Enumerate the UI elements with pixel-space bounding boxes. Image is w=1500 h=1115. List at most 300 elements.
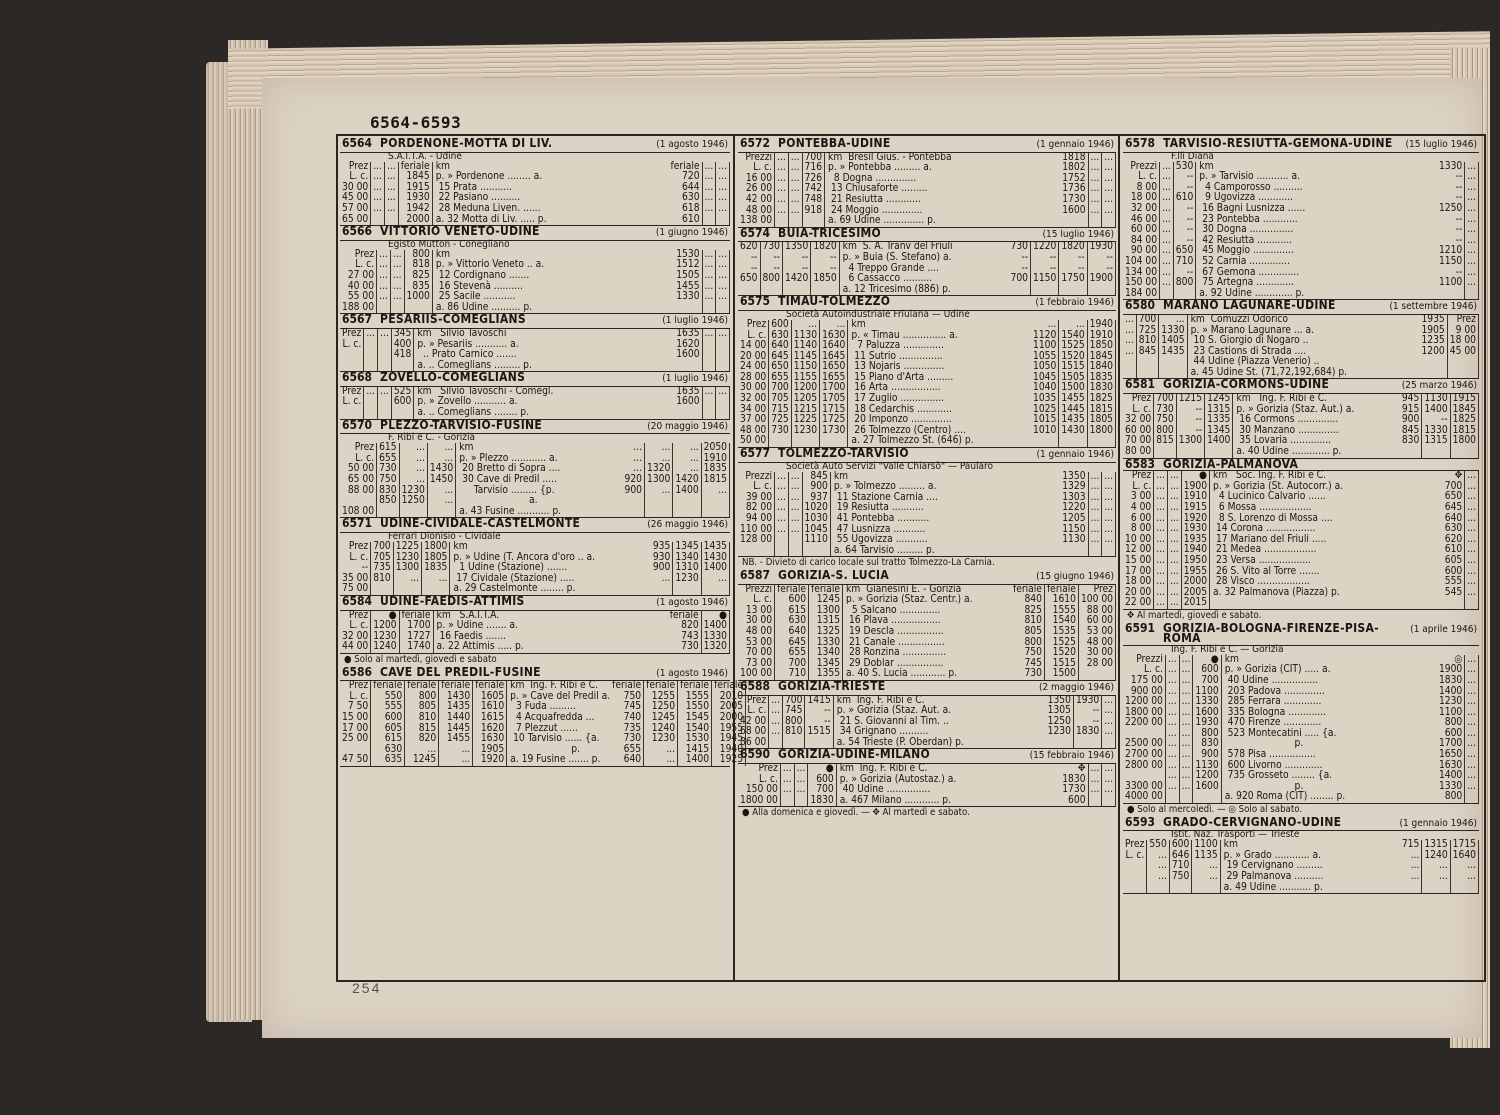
timetable-cell-column: ... ... ... — [795, 764, 809, 806]
route-header — [738, 138, 1116, 153]
route-name: UDINE-FAEDIS-ATTIMIS — [380, 593, 525, 608]
station-list: km S. A. Tranv del Friuli p. » Buia (S. Stefano) a. 4 Treppo Grande .... 6 Cassacco .......... a. 12 Tricesimo (886) p. — [842, 241, 953, 295]
timetable-cell-column: ... 1330 1405 1435 — [1159, 315, 1187, 379]
timetable-cell-column: ... — [364, 387, 378, 419]
timetable-cell-column: Prez L. c. 27 00 40 00 55 00 188 00 — [340, 250, 377, 314]
timetable-cell-column: ... ... ... ... ... ... — [1089, 153, 1103, 227]
station-list: km Ing. F. Ribi e C. p. » Cave del Predil a. 3 Fuda ......... 4 Acquafredda ... 7 Plezzut ...... 10 Tarvisio ...... {a. p. a. 19 Fusine ....... p. — [510, 680, 611, 766]
page-number: 254 — [352, 980, 382, 996]
timetable-cell-column: ... ... ... ... — [1123, 315, 1137, 379]
route-number: 6583 — [1125, 456, 1156, 471]
timetable-cell-column: ✥ 1830 1730 600 — [1060, 764, 1088, 806]
route-name: UDINE-CIVIDALE-CASTELMONTE — [380, 516, 581, 531]
route-date: (1 gennaio 1946) — [1036, 139, 1114, 150]
route-header — [340, 664, 730, 682]
station-list: km Soc. Ing. F. Ribi e C. p. » Gorizia (St. Autocorr.) a. 4 Lucinico Calvario ...... 6 Mossa .................. 8 S. Lorenzo di Mossa .... 14 Corona ................. 17 Mariano del Friuli ..... 21 Medea .................. 23 Versa .................. 26 S. Vito al Torre ....... 28 Visco .................. a. 32 Palmanova (Piazza) p. — [1213, 470, 1344, 598]
route-table-6577 — [738, 448, 1116, 570]
route-table-6588 — [738, 678, 1116, 750]
route-date: (20 maggio 1946) — [647, 420, 728, 432]
timetable-cell-column: 1315 1240 ... ... — [1422, 840, 1450, 893]
timetable-cell-column: ... ... ... ... ... — [385, 162, 399, 226]
timetable-cell-column: 1818 1802 1752 1736 1730 1600 — [1060, 153, 1088, 227]
route-date: (1 agosto 1946) — [656, 139, 728, 150]
station-list: km Silvio Tavoschi p. » Pesariis ........... a. .. Prato Carnico ....... a. .. Comeglians ......... p. — [417, 327, 532, 371]
route-body — [1123, 655, 1479, 804]
timetable-cell-column: ... — [378, 387, 392, 419]
route-name: PLEZZO-TARVISIO-FUSINE — [380, 417, 543, 432]
timetable-cell-column: 800 818 825 835 1000 — [405, 250, 433, 314]
route-header — [1123, 300, 1479, 315]
timetable-cell-column: ... ... ... ... ... — [716, 250, 730, 314]
route-number: 6581 — [1125, 377, 1156, 392]
timetable-cell-column: 620 -- -- 650 — [738, 242, 761, 295]
route-header — [738, 678, 1116, 696]
timetable-cell-column: ● 1900 1910 1915 1920 1930 1935 1940 1950 1955 2000 2005 2015 — [1182, 471, 1210, 609]
route-name: GRADO-CERVIGNANO-UDINE — [1163, 814, 1342, 829]
route-number: 6571 — [342, 516, 373, 531]
route-body — [340, 162, 730, 227]
timetable-cell-column: Prezzi L. c. 16 00 26 00 42 00 48 00 138 00 — [738, 153, 775, 227]
route-header — [340, 314, 730, 329]
route-body — [1123, 162, 1479, 301]
route-body — [340, 387, 730, 420]
station-list: km p. » Tolmezzo ......... a. 11 Stazione Carnia .... 19 Resiutta ........... 41 Pontebba ........... 47 Lusnizza ........... 55 Ugovizza ........... a. 64 Tarvisio ......... p. — [833, 470, 938, 556]
timetable-cell-column: feriale 820 743 730 — [668, 611, 702, 653]
timetable-cell-column: 1820 -- -- 1750 — [1059, 242, 1087, 295]
timetable-cell-column: ... ... ... ... ... ... ... — [1102, 472, 1116, 557]
timetable-cell-column: 730 -- -- 800 — [761, 242, 784, 295]
timetable-cell-column: ... ... ... ... ... ... ... ... ... ... ... ... — [1465, 162, 1479, 300]
route-operator: Società Autoindustriale Friulana — Udine — [786, 308, 970, 320]
route-body — [738, 472, 1116, 558]
route-note: ✥ Al martedì, giovedì e sabato. — [1127, 609, 1262, 621]
route-table-6583 — [1123, 456, 1479, 623]
route-date: (25 marzo 1946) — [1401, 380, 1477, 392]
station-list: km Gianesini E. - Gorizia p. » Gorizia (Staz. Centr.) a. 5 Salcano .............. 16 Plava ................. 19 Descla ................ 21 Canale ................ 28 Ronzina ............... 29 Doblar ................ a. 40 S. Lucia ............ p. — [846, 583, 973, 680]
route-operator: Ing. F. Ribi e C. — Gorizia — [1171, 643, 1284, 655]
route-date: (1 settembre 1946) — [1389, 301, 1477, 313]
route-name: MARANO LAGUNARE-UDINE — [1163, 298, 1336, 313]
timetable-cell-column: 700 705 735 810 — [371, 542, 394, 595]
timetable-cell-column: Prezzi L. c. 8 00 18 00 32 00 46 00 60 00 84 00 90 00 104 00 134 00 150 00 184 00 — [1123, 162, 1160, 300]
timetable-cell-column: ... ... ... ... ... ... ... ... ... ... ... ... — [1465, 471, 1479, 609]
route-date: (1 gennaio 1946) — [1036, 449, 1114, 461]
route-date: (15 luglio 1946) — [1042, 228, 1114, 240]
timetable-cell-column: ... ... ... ... ... ... — [775, 472, 789, 557]
route-body — [340, 680, 744, 767]
timetable-cell-column: ✥ 700 650 645 640 630 620 610 605 600 555 545 — [1443, 471, 1466, 609]
timetable-cell-column: feriale 1610 1555 1540 1535 1525 1520 1515 1500 — [1045, 585, 1079, 680]
route-number: 6575 — [740, 294, 771, 309]
route-name: GORIZIA-PALMANOVA — [1163, 456, 1299, 471]
timetable-cell-column: 1245 1315 1335 1345 1400 — [1205, 394, 1233, 458]
timetable-cell-column: ● 1200 1230 1240 — [371, 611, 399, 653]
timetable-cell-column: ... — [703, 329, 717, 371]
route-table-6578 — [1123, 138, 1479, 300]
timetable-cell-column: feriale 600 615 630 640 645 655 700 710 — [775, 585, 809, 680]
route-table-6587 — [738, 567, 1116, 681]
route-name: GORIZIA-CORMONS-UDINE — [1163, 377, 1330, 392]
route-body — [738, 696, 1116, 750]
route-table-6566 — [340, 226, 730, 314]
timetable-cell-column: 1635 1600 — [674, 387, 702, 419]
timetable-cell-column: ... ... ... ... ... — [703, 250, 717, 314]
route-body — [738, 764, 1116, 807]
route-number: 6568 — [342, 370, 373, 385]
timetable-cell-column: ... ... ... ... ... ... ... — [1089, 472, 1103, 557]
route-number: 6564 — [342, 136, 373, 150]
timetable-cell-column: 600 630 640 645 650 655 700 705 715 725 730 — [769, 320, 792, 447]
timetable-cell-column: Prezzi L. c. 39 00 82 00 94 00 110 00 128 00 — [738, 472, 775, 557]
route-body — [738, 320, 1116, 448]
timetable-cell-column: 525 600 — [392, 387, 415, 419]
timetable-cell-column: Prez L. c. — [340, 387, 364, 419]
station-list: km Ing. F. Ribi e C. p. » Gorizia (Autostaz.) a. 40 Udine ............... a. 467 Milano ............ p. — [839, 763, 957, 806]
timetable-cell-column: ... ... ... ... ... — [371, 162, 385, 226]
route-body — [340, 329, 730, 372]
timetable-cell-column: feriale 840 825 810 805 800 750 745 730 — [1011, 585, 1045, 680]
timetable-cell-column: ... ... ... ... ... ... — [1102, 153, 1116, 227]
station-list: km p. » Plezzo ............ a. 20 Bretto di Sopra .... 30 Cave di Predil ..... Tarvisio ......... {p. a. a. 43 Fusine ........... p. — [459, 442, 562, 517]
timetable-cell-column: ... ... ... — [1089, 764, 1103, 806]
route-table-6593 — [1123, 814, 1479, 895]
route-operator: Ferrari Dionisio - Cividale — [388, 531, 501, 542]
route-header — [738, 749, 1116, 764]
route-operator: Società Auto Servizi "Valle Chiarsò" — Paularo — [786, 460, 994, 472]
timetable-cell-column: feriale 2010 2005 2000 1955 1945 1940 1925 — [712, 681, 746, 766]
route-body — [340, 250, 730, 315]
route-name: TARVISIO-RESIUTTA-GEMONA-UDINE — [1163, 136, 1393, 150]
route-table-6574 — [738, 225, 1116, 297]
route-table-6584 — [340, 593, 730, 667]
timetable-cell-column: feriale 1255 1250 1245 1240 1230 ... ... — [644, 681, 678, 766]
route-date: (1 luglio 1946) — [662, 315, 728, 327]
route-body — [340, 611, 730, 654]
route-date: (26 maggio 1946) — [647, 519, 728, 531]
timetable-cell-column: ... — [716, 329, 730, 371]
timetable-cell-column: ... ... ... ... ... ... ... ... ... ... ... ... ... — [1180, 655, 1194, 803]
route-header — [738, 225, 1116, 243]
route-name: GORIZIA-BOLOGNA-FIRENZE-PISA-ROMA — [1163, 620, 1379, 646]
timetable-cell-column: ◎ 1900 1830 1400 1230 1100 800 600 1700 1650 1630 1400 1330 800 — [1437, 655, 1465, 803]
timetable-cell-column: 615 655 730 750 830 850 — [377, 443, 400, 517]
timetable-cell-column: feriale 1430 1435 1440 1445 1455 ... ... — [439, 681, 473, 766]
route-number: 6588 — [740, 678, 771, 693]
route-note: NB. - Divieto di carico locale sul tratto Tolmezzo-La Carnia. — [742, 557, 995, 569]
route-body — [340, 542, 730, 596]
timetable-cell-column: 700 716 726 742 748 918 — [803, 153, 826, 227]
route-number: 6580 — [1125, 298, 1156, 313]
route-table-6570 — [340, 417, 730, 519]
timetable-cell-column: 1225 1230 1300 ... — [394, 542, 422, 595]
route-date: (1 agosto 1946) — [656, 667, 728, 679]
timetable-cell-column: Prez L. c. 30 00 45 00 57 00 65 00 — [340, 162, 371, 226]
route-name: PONTEBBA-UDINE — [778, 136, 891, 150]
route-body — [738, 242, 1116, 296]
timetable-cell-column: 1215 -- -- -- 1300 — [1177, 394, 1205, 458]
timetable-cell-column: Prez L. c. 7 50 15 00 17 00 25 00 47 50 — [340, 681, 371, 766]
timetable-cell-column: 935 930 900 ... — [651, 542, 674, 595]
route-date: (15 giugno 1946) — [1036, 570, 1114, 582]
route-number: 6578 — [1125, 136, 1156, 150]
timetable-cell-column: Prez L. c. 32 00 60 00 70 00 80 00 — [1123, 394, 1154, 458]
timetable-cell-column: 530 -- -- 610 -- -- -- -- 650 710 -- 800 — [1174, 162, 1197, 300]
timetable-cell-column: feriale 720 644 630 618 610 — [669, 162, 703, 226]
route-body — [1123, 471, 1479, 610]
timetable-cell-column: ... ... ... ... ... — [716, 162, 730, 226]
route-name: VITTORIO VENETO-UDINE — [380, 224, 540, 239]
route-number: 6593 — [1125, 814, 1156, 829]
timetable-cell-column: ... ... ... ... ... ... — [775, 153, 789, 227]
timetable-cell-column: 845 900 937 1020 1030 1045 1110 — [803, 472, 831, 557]
route-name: CAVE DEL PREDIL-FUSINE — [380, 664, 541, 679]
timetable-cell-column: 1330 -- -- -- 1250 -- -- -- 1210 1150 -- 1100 — [1437, 162, 1465, 300]
timetable-cell-column: Prez L. c. 50 00 65 00 88 00 108 00 — [340, 443, 377, 517]
timetable-cell-column: ● 600 700 1830 — [808, 764, 836, 806]
route-number: 6586 — [342, 664, 373, 679]
timetable-cell-column: 550 ... ... ... — [1147, 840, 1170, 893]
route-body — [738, 153, 1116, 228]
route-date: (15 luglio 1946) — [1405, 139, 1477, 150]
timetable-cell-column: feriale 1605 1610 1615 1620 1630 1905 1920 — [473, 681, 507, 766]
timetable-cell-column: ... ... ... 1420 1400 — [673, 443, 701, 517]
route-number: 6591 — [1125, 620, 1156, 635]
station-list: km Ing. F. Ribi e C. p. » Gorizia (Staz. Aut. a. 21 S. Giovanni al Tim. .. 34 Grignano .......... a. 54 Trieste (P. Oberdan) p. — [836, 694, 964, 748]
route-name: TIMAU-TOLMEZZO — [778, 294, 891, 309]
timetable-cell-column: ... ... ... ... ... ... ... ... ... ... ... ... ... — [1154, 471, 1168, 609]
timetable-cell-column: ... ... ... ... ... ... ... ... ... ... ... ... ... — [1168, 471, 1182, 609]
route-body — [1123, 394, 1479, 459]
route-header — [738, 567, 1116, 585]
timetable-cell-column: ... ... ... 920 900 — [623, 443, 646, 517]
route-note: ● Solo al martedì, giovedì e sabato — [344, 653, 497, 665]
timetable-cell-column: ● 1400 1330 1320 — [702, 611, 730, 653]
timetable-cell-column: 1350 -- -- 1420 — [783, 242, 811, 295]
station-list: km Comuzzi Odorico p. » Marano Lagunare ... a. 10 S. Giorgio di Nogaro .. 23 Castions di Strada .... 44 Udine (Piazza Venerio) .. a. 45 Udine St. (71,72,192,684) p. — [1190, 313, 1348, 378]
timetable-cell-column: ... ... ... ... ... ... — [789, 472, 803, 557]
station-list: km p. » Tarvisio ........... a. 4 Camporosso .......... 9 Ugovizza ............ 16 Bagni Lusnizza ...... 23 Pontebba ............ 30 Dogna ............... 42 Resiutta ............ 45 Moggio .............. 52 Carnia .............. 67 Gemona .............. 75 Artegna ............. a. 92 Udine ............. p. — [1199, 160, 1306, 299]
timetable-cell-column: 1345 1340 1310 1230 — [673, 542, 701, 595]
timetable-cell-column: Prez L. c. — [340, 329, 364, 371]
route-date: (1 gennaio 1946) — [1399, 817, 1477, 829]
timetable-cell-column: 730 -- -- 700 — [1009, 242, 1032, 295]
route-number: 6590 — [740, 747, 771, 762]
timetable-cell-column: 945 915 900 845 830 — [1400, 394, 1423, 458]
timetable-cell-column: Prez 9 00 18 00 45 00 — [1448, 315, 1479, 379]
route-date: (15 febbraio 1946) — [1029, 750, 1114, 762]
route-date: (1 luglio 1946) — [662, 373, 728, 385]
timetable-cell-column: Prez L. c. 32 00 44 00 — [340, 611, 371, 653]
timetable-cell-column: Prezzi L. c. 13 00 30 00 48 00 53 00 70 00 73 00 100 00 — [738, 585, 775, 680]
timetable-cell-column: 1715 1640 ... ... — [1451, 840, 1479, 893]
timetable-cell-column: 1820 -- -- 1850 — [811, 242, 839, 295]
route-number: 6577 — [740, 446, 771, 461]
timetable-cell-column: feriale 750 745 740 735 730 655 640 — [610, 681, 644, 766]
timetable-cell-column: ... 1540 1525 1520 1515 1505 1500 1455 1445 1435 1430 — [1059, 320, 1087, 447]
page-range-header: 6564-6593 — [370, 113, 462, 132]
timetable-cell-column: ... 1130 1140 1145 1150 1155 1200 1205 1215 1225 1230 — [792, 320, 820, 447]
timetable-cell-column: 2050 1910 1835 1815 ... — [702, 443, 730, 517]
timetable-cell-column: 700 745 800 810 — [783, 696, 806, 749]
timetable-cell-column: 1530 1512 1505 1455 1330 — [674, 250, 702, 314]
timetable-cell-column: feriale 800 805 810 815 820 ... 1245 — [405, 681, 439, 766]
timetable-cell-column: 1130 1400 -- 1330 1315 — [1422, 394, 1450, 458]
station-list: km p. » Udine (T. Ancora d'oro .. a. 1 Udine (Stazione) ....... 17 Cividale (Stazione) ..... a. 29 Castelmonte ........ p. — [453, 541, 596, 595]
route-note: ● Alla domenica e giovedì. — ✥ Al martedì e sabato. — [742, 807, 970, 819]
timetable-cell-column: ... ... ... ... ... ... ... ... ... ... ... ... ... — [1166, 655, 1180, 803]
route-body — [340, 443, 730, 518]
route-number: 6572 — [740, 136, 771, 150]
route-name: PESARIIS-COMEGLIANS — [380, 312, 526, 327]
timetable-column-left — [340, 136, 744, 767]
timetable-cell-column: ... — [716, 387, 730, 419]
route-date: (1 agosto 1946) — [656, 596, 728, 608]
timetable-cell-column: 1940 1910 1850 1845 1840 1835 1830 1825 1815 1805 1800 — [1088, 320, 1116, 447]
route-table-6590 — [738, 749, 1116, 820]
route-table-6580 — [1123, 300, 1479, 379]
timetable-cell-column: 1350 1329 1303 1220 1205 1150 1130 — [1060, 472, 1088, 557]
route-header — [340, 372, 730, 387]
route-number: 6574 — [740, 225, 771, 240]
route-name: BUIA-TRICESIMO — [778, 225, 882, 240]
route-date: (1 febbraio 1946) — [1035, 297, 1114, 309]
timetable-cell-column: Prez L. c. 14 00 20 00 24 00 28 00 30 00 32 00 34 00 37 00 48 00 50 00 — [738, 320, 769, 447]
route-body — [1123, 840, 1479, 894]
station-list: km Bresil Gius. - Pontebba p. » Pontebba ......... a. 8 Dogna .............. 13 Chiusaforte ......... 21 Resiutta ............ 24 Moggio .............. a. 69 Udine .............. p. — [828, 151, 952, 227]
timetable-cell-column: 1220 -- -- 1150 — [1031, 242, 1059, 295]
route-name: GORIZIA-S. LUCIA — [778, 567, 890, 582]
timetable-cell-column: ... 1630 1640 1645 1650 1655 1700 1705 1715 1725 1730 — [820, 320, 848, 447]
route-header — [340, 593, 730, 611]
route-table-6575 — [738, 296, 1116, 448]
column-divider-1 — [733, 134, 735, 980]
route-number: 6566 — [342, 224, 373, 239]
route-table-6591 — [1123, 620, 1479, 817]
timetable-cell-column: 1435 1430 1400 ... — [702, 542, 730, 595]
timetable-cell-column: Prezzi L. c. 175 00 900 00 1200 00 1800 00 2200 00 2500 00 2700 00 2800 00 3300 00 4000 00 — [1123, 655, 1166, 803]
timetable-cell-column: feriale 1555 1550 1545 1540 1530 1415 1400 — [678, 681, 712, 766]
timetable-cell-column: ... — [364, 329, 378, 371]
route-operator: F.lli Diana — [1171, 150, 1214, 162]
timetable-column-middle — [738, 138, 1116, 820]
timetable-cell-column: 1915 1845 1825 1815 1800 — [1451, 394, 1479, 458]
timetable-cell-column: Prez L. c. 150 00 1800 00 — [738, 764, 781, 806]
timetable-cell-column: Prez L. c. 42 00 68 00 86 00 — [738, 696, 769, 749]
timetable-cell-column: ... ... ... — [1102, 764, 1116, 806]
timetable-cell-column: ... 1120 1100 1055 1050 1045 1040 1035 1025 1015 1010 — [1031, 320, 1059, 447]
route-name: GORIZIA-UDINE-MILANO — [778, 747, 930, 762]
timetable-cell-column: ... ... 1430 1450 ... ... — [428, 443, 456, 517]
station-list: km p. » Gorizia (CIT) ..... a. 40 Udine ................ 203 Padova .............. 285 Ferrara ............. 335 Bologna ............. 470 Firenze ............. 523 Montecatini ..... {a. p. 578 Pisa ................ 600 Livorno ............. 735 Grosseto ........ {a. p. a. 920 Roma (CIT) ........ p. — [1224, 653, 1346, 803]
timetable-cell-column: Prez L. c. -- 35 00 75 00 — [340, 542, 371, 595]
timetable-cell-column: 700 730 750 800 815 — [1154, 394, 1177, 458]
route-date: (1 giugno 1946) — [655, 227, 728, 239]
route-date: (1 aprile 1946) — [1410, 623, 1477, 635]
timetable-cell-column: ... ... ... ... — [769, 696, 783, 749]
route-name: PORDENONE-MOTTA DI LIV. — [380, 136, 553, 150]
route-body — [738, 585, 1116, 681]
route-date: (2 maggio 1946) — [1038, 681, 1114, 693]
route-number: 6570 — [342, 417, 373, 432]
timetable-cell-column: ... ... ... ... ... ... ... ... ... ... ... ... — [1160, 162, 1174, 300]
timetable-cell-column: ... ... ... ... ... — [377, 250, 391, 314]
timetable-cell-column: 1930 -- -- 1900 — [1088, 242, 1116, 295]
timetable-cell-column: 1800 1805 1835 ... — [422, 542, 450, 595]
timetable-cell-column: ... ... ... ... — [1102, 696, 1116, 749]
route-operator: S.A.I.T.A. - Udine — [388, 150, 462, 162]
route-table-6572 — [738, 138, 1116, 228]
route-name: GORIZIA-TRIESTE — [778, 678, 886, 693]
timetable-cell-column: ... ... ... ... ... ... ... ... ... ... ... ... ... — [1465, 655, 1479, 803]
route-table-6567 — [340, 314, 730, 372]
timetable-cell-column: 1635 1620 1600 — [674, 329, 702, 371]
route-operator: Istit. Naz. Trasporti — Trieste — [1171, 829, 1300, 841]
station-list: km Ing. F. Ribi e C. p. » Gorizia (Staz. Aut.) a. 16 Cormons .............. 30 Manzano .............. 35 Lovaria .............. a. 40 Udine ............. p. — [1236, 393, 1355, 458]
timetable-cell-column: ... ... ... ... ... — [703, 162, 717, 226]
route-table-6581 — [1123, 379, 1479, 458]
timetable-cell-column: 1350 1305 1250 1230 — [1046, 696, 1074, 749]
timetable-cell-column: ... ... ... ... ... ... — [789, 153, 803, 227]
timetable-cell-column: ... — [378, 329, 392, 371]
timetable-cell-column: 345 400 418 — [392, 329, 415, 371]
timetable-cell-column: 1930 -- -- 1830 — [1074, 696, 1102, 749]
timetable-cell-column: ... ... ... ... ... — [391, 250, 405, 314]
route-table-6564 — [340, 138, 730, 226]
route-name: ZOVELLO-COMEGLIANS — [380, 370, 526, 385]
timetable-cell-column: 1935 1905 1235 1200 — [1419, 315, 1447, 379]
route-note: ● Solo al mercoledì. — ◎ Solo al sabato. — [1127, 804, 1303, 816]
route-table-6568 — [340, 372, 730, 419]
timetable-cell-column: ... — [703, 387, 717, 419]
station-list: km p. » Pordenone ........ a. 15 Prata ........... 22 Pasiano .......... 28 Meduna Liven. ...... a. 32 Motta di Liv. ..... p. — [435, 160, 547, 225]
route-table-6586 — [340, 664, 744, 767]
route-table-6571 — [340, 518, 730, 596]
timetable-cell-column: ... ... 1320 1300 ... — [645, 443, 673, 517]
timetable-cell-column: Prez L. c. — [1123, 840, 1147, 893]
route-body — [1123, 315, 1479, 380]
route-operator: Egisto Mutton - Conegliano — [388, 238, 510, 250]
timetable-column-right — [1123, 138, 1479, 894]
route-header — [1123, 620, 1479, 646]
timetable-cell-column: Prez L. c. 3 00 4 00 6 00 8 00 10 00 12 00 15 00 17 00 18 00 20 00 22 00 — [1123, 471, 1154, 609]
timetable-cell-column: feriale 1700 1727 1740 — [400, 611, 434, 653]
station-list: km p. « Timau ............... a. 7 Paluzza .............. 11 Sutrio ............... 13 Nojaris .............. 15 Piano d'Arta ......... 16 Arta ................. 17 Zuglio ............... 18 Cedarchis ............ 20 Imponzo .............. 26 Tolmezzo (Centro) .... a. 27 Tolmezzo St. (646) p. — [851, 318, 974, 447]
timetable-cell-column: ● 600 700 1100 1330 1600 1930 800 830 900 1130 1200 1600 — [1193, 655, 1221, 803]
timetable-cell-column: feriale 1245 1300 1315 1325 1330 1340 1345 1355 — [809, 585, 843, 680]
timetable-cell-column: feriale 550 555 600 605 615 630 635 — [371, 681, 405, 766]
route-name: TOLMEZZO-TARVISIO — [778, 446, 909, 461]
timetable-cell-column: ... ... ... ... 1230 1250 — [400, 443, 428, 517]
route-number: 6567 — [342, 312, 373, 327]
timetable-cell-column: 700 725 810 845 — [1137, 315, 1160, 379]
timetable-cell-column: feriale 1845 1915 1930 1942 2000 — [399, 162, 433, 226]
station-list: km p. » Vittorio Veneto .. a. 12 Cordignano ....... 16 Stevenà .......... 25 Sacile ........... a. 86 Udine .......... p. — [435, 248, 545, 313]
station-list: km Silvio Tavoschi - Comegl. p. » Zovello ........... a. a. .. Comeglians ........ p. — [417, 385, 554, 419]
timetable-cell-column: ... ... ... — [781, 764, 795, 806]
route-number: 6587 — [740, 567, 771, 582]
station-list: km S.A.I.T.A. p. » Udine ....... a. 16 Faedis ....... a. 22 Attimis ..... p. — [436, 609, 524, 653]
route-operator: F. Ribi e C. - Gorizia — [388, 432, 476, 444]
station-list: km p. » Grado ............ a. 19 Cervignano ......... 29 Palmanova .......... a. 49 Udine ........... p. — [1223, 839, 1324, 893]
route-header — [1123, 379, 1479, 394]
timetable-cell-column: 715 ... ... ... — [1400, 840, 1423, 893]
timetable-cell-column: 1415 -- -- 1515 — [805, 696, 833, 749]
route-number: 6584 — [342, 593, 373, 608]
column-divider-2 — [1118, 134, 1120, 980]
timetable-cell-column: Prez 100 00 88 00 60 00 53 00 48 00 30 00 28 00 — [1079, 585, 1116, 680]
timetable-cell-column: 600 646 710 750 — [1170, 840, 1193, 893]
timetable-cell-column: 1100 1135 ... ... — [1192, 840, 1220, 893]
